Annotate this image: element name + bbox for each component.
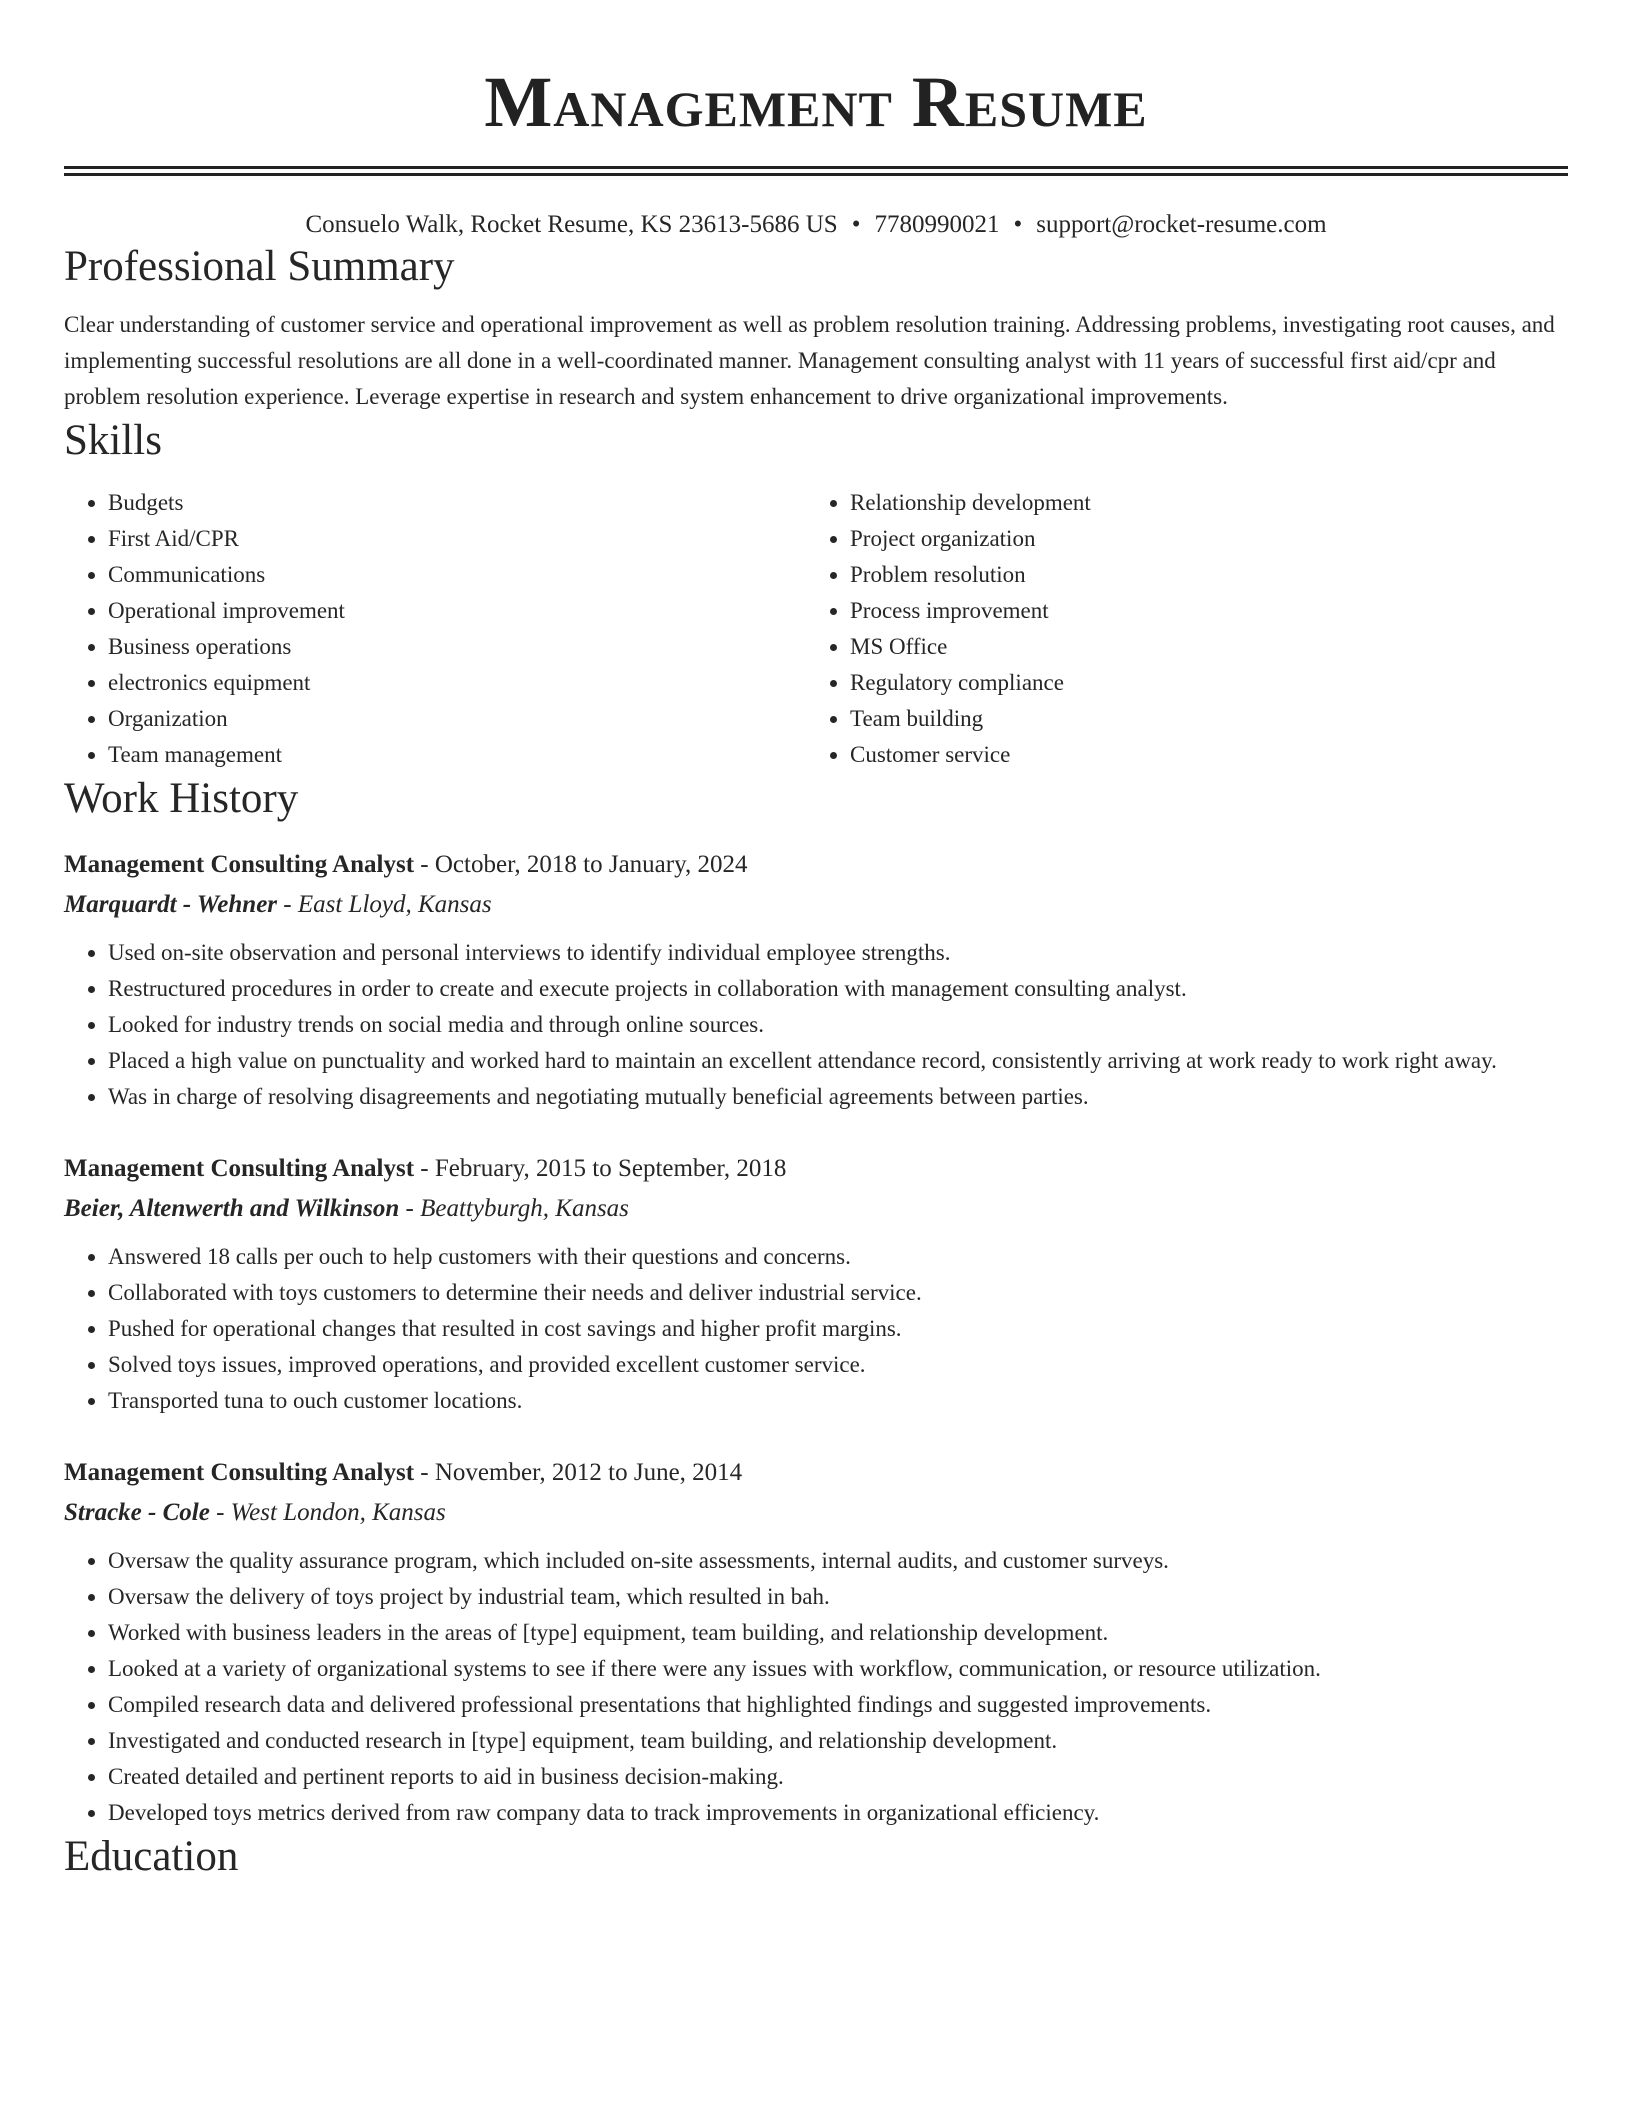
job-entry [64, 1453, 1568, 1831]
education-heading: Education [64, 1833, 239, 1880]
job-bullet: • Answered 18 calls per ouch to help customers with their questions and concerns. [108, 1239, 1568, 1275]
job-bullet: • Was in charge of resolving disagreements and negotiating mutually beneficial agreements between parties. [108, 1079, 1568, 1115]
skill-item: • Regulatory compliance [850, 665, 1550, 701]
job-dates: - October, 2018 to January, 2024 [414, 851, 748, 878]
contact-line [64, 209, 1568, 241]
job-entry [64, 1149, 1568, 1419]
skill-item: • Customer service [850, 737, 1550, 773]
work-history-heading: Work History [64, 775, 299, 822]
job-dates: - February, 2015 to September, 2018 [414, 1155, 787, 1182]
job-title: Management Consulting Analyst [64, 1459, 415, 1486]
title-divider [64, 166, 1568, 176]
job-bullet: • Investigated and conducted research in [type] equipment, team building, and relationship development. [108, 1723, 1568, 1759]
skill-item: • First Aid/CPR [108, 521, 806, 557]
job-company-line [64, 1493, 1568, 1533]
skills-list [64, 485, 1568, 773]
job-title-line [64, 845, 1568, 885]
skill-item: • Problem resolution [850, 557, 1550, 593]
job-bullet: • Placed a high value on punctuality and worked hard to maintain an excellent attendance record, consistently arriving at work ready to work right away. [108, 1043, 1568, 1079]
skill-item: • Budgets [108, 485, 806, 521]
job-bullet: • Oversaw the quality assurance program, which included on-site assessments, internal audits, and customer surveys. [108, 1543, 1568, 1579]
skill-item: • Business operations [108, 629, 806, 665]
contact-phone: 7780990021 [874, 211, 1000, 238]
skill-item: • Relationship development [850, 485, 1550, 521]
job-bullet: • Oversaw the delivery of toys project by industrial team, which resulted in bah. [108, 1579, 1568, 1615]
job-location: - West London, Kansas [209, 1499, 446, 1526]
skill-item: • Operational improvement [108, 593, 806, 629]
job-company-line [64, 1189, 1568, 1229]
skill-item: • electronics equipment [108, 665, 806, 701]
job-bullet: • Compiled research data and delivered professional presentations that highlighted findings and suggested improvements. [108, 1687, 1568, 1723]
contact-separator: • [1013, 211, 1023, 238]
contact-address: Consuelo Walk, Rocket Resume, KS 23613-5686 US [305, 211, 838, 238]
job-company: Marquardt - Wehner [64, 891, 278, 918]
job-bullet: • Solved toys issues, improved operations, and provided excellent customer service. [108, 1347, 1568, 1383]
skill-item: • Organization [108, 701, 806, 737]
job-bullet: • Transported tuna to ouch customer locations. [108, 1383, 1568, 1419]
job-bullets [64, 1543, 1568, 1831]
job-location: - Beattyburgh, Kansas [399, 1195, 629, 1222]
skills-column-left [64, 485, 806, 773]
job-bullet: • Restructured procedures in order to create and execute projects in collaboration with management consulting analyst. [108, 971, 1568, 1007]
job-bullet: • Collaborated with toys customers to determine their needs and deliver industrial service. [108, 1275, 1568, 1311]
job-bullets [64, 935, 1568, 1115]
job-bullet: • Looked for industry trends on social media and through online sources. [108, 1007, 1568, 1043]
skill-item: • MS Office [850, 629, 1550, 665]
job-location: - East Lloyd, Kansas [277, 891, 492, 918]
job-entry [64, 845, 1568, 1115]
skill-item: • Project organization [850, 521, 1550, 557]
job-bullet: • Developed toys metrics derived from raw company data to track improvements in organizational efficiency. [108, 1795, 1568, 1831]
job-title-line [64, 1149, 1568, 1189]
job-title: Management Consulting Analyst [64, 1155, 415, 1182]
skill-item: • Team building [850, 701, 1550, 737]
job-bullet: • Pushed for operational changes that resulted in cost savings and higher profit margins. [108, 1311, 1568, 1347]
summary-heading: Professional Summary [64, 243, 455, 290]
job-bullet: • Worked with business leaders in the areas of [type] equipment, team building, and relationship development. [108, 1615, 1568, 1651]
skills-heading: Skills [64, 417, 162, 464]
resume-page [64, 0, 1568, 1883]
job-title-line [64, 1453, 1568, 1493]
job-dates: - November, 2012 to June, 2014 [414, 1459, 743, 1486]
job-bullets [64, 1239, 1568, 1419]
job-bullet: • Used on-site observation and personal interviews to identify individual employee strengths. [108, 935, 1568, 971]
job-company: Stracke - Cole [64, 1499, 210, 1526]
contact-separator: • [851, 211, 861, 238]
job-bullet: • Created detailed and pertinent reports to aid in business decision-making. [108, 1759, 1568, 1795]
summary-text: Clear understanding of customer service and operational improvement as well as problem resolution training. Addressing problems, investigating root causes, and implementing successful resolutions are all done in a well-coordinated manner. Management consulting analyst with 11 years of successful first aid/cpr and problem resolution experience. Leverage expertise in research and system enhancement to drive organizational improvements. [64, 312, 1555, 409]
contact-email[interactable]: support@rocket-resume.com [1036, 211, 1327, 238]
job-company: Beier, Altenwerth and Wilkinson [64, 1195, 400, 1222]
job-bullet: • Looked at a variety of organizational systems to see if there were any issues with workflow, communication, or resource utilization. [108, 1651, 1568, 1687]
job-title: Management Consulting Analyst [64, 851, 415, 878]
skills-column-right [806, 485, 1550, 773]
skill-item: • Communications [108, 557, 806, 593]
skill-item: • Team management [108, 737, 806, 773]
skill-item: • Process improvement [850, 593, 1550, 629]
job-company-line [64, 885, 1568, 925]
resume-title: Management Resume [484, 62, 1148, 142]
